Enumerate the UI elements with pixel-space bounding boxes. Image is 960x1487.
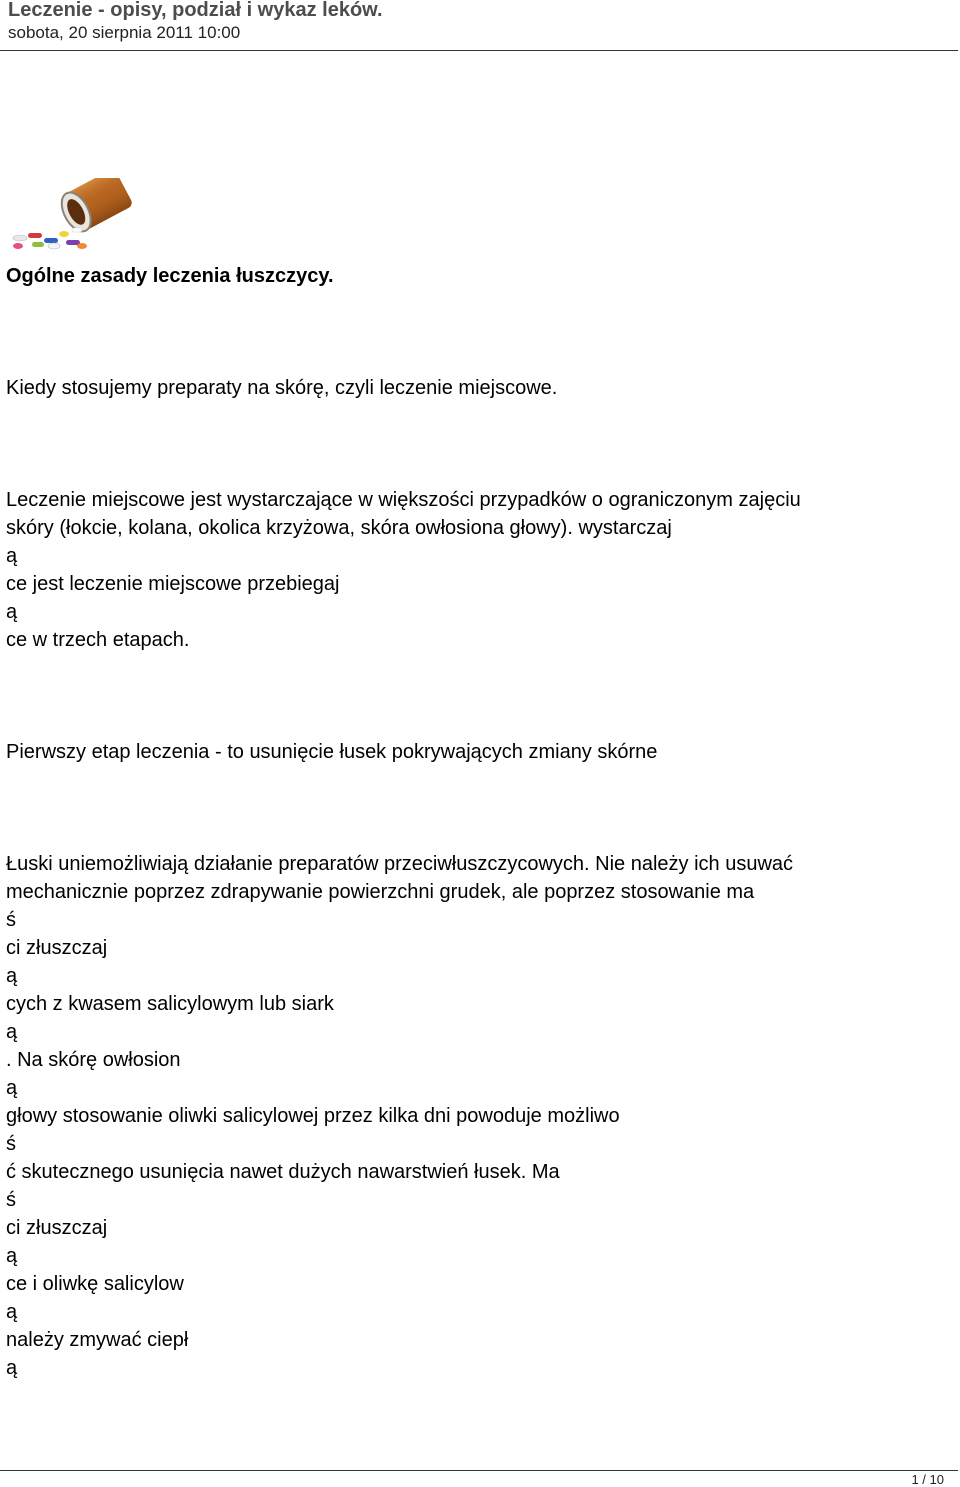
text-line: skóry (łokcie, kolana, okolica krzyżowa, skóra owłosiona głowy). wystarczaj bbox=[6, 517, 672, 539]
text-line: ce w trzech etapach. bbox=[6, 629, 190, 651]
text-line: ą bbox=[6, 1301, 18, 1323]
text-line: Łuski uniemożliwiają działanie preparatów przeciwłuszczycowych. Nie należy ich usuwać bbox=[6, 853, 794, 875]
text-line: ś bbox=[6, 1133, 16, 1155]
document-title: Leczenie - opisy, podział i wykaz leków. bbox=[8, 0, 383, 21]
footer-divider bbox=[0, 1470, 958, 1471]
text-line: ś bbox=[6, 909, 16, 931]
text-line: Leczenie miejscowe jest wystarczające w większości przypadków o ograniczonym zajęciu bbox=[6, 489, 801, 511]
text-line: ci złuszczaj bbox=[6, 937, 108, 959]
text-line: Kiedy stosujemy preparaty na skórę, czyli leczenie miejscowe. bbox=[6, 377, 558, 399]
text-line: ci złuszczaj bbox=[6, 1217, 108, 1239]
text-line: ś bbox=[6, 1189, 16, 1211]
document-date: sobota, 20 sierpnia 2011 10:00 bbox=[8, 23, 241, 42]
text-line: ce jest leczenie miejscowe przebiegaj bbox=[6, 573, 340, 595]
page-number: 1 / 10 bbox=[911, 1472, 944, 1487]
section-heading: Ogólne zasady leczenia łuszczycy. bbox=[6, 265, 334, 287]
text-line: ą bbox=[6, 1357, 18, 1379]
text-line: ć skutecznego usunięcia nawet dużych nawarstwień łusek. Ma bbox=[6, 1161, 560, 1183]
text-line: ą bbox=[6, 1245, 18, 1267]
text-line: ą bbox=[6, 965, 18, 987]
text-line: ą bbox=[6, 601, 18, 623]
text-line: cych z kwasem salicylowym lub siark bbox=[6, 993, 334, 1015]
text-line: głowy stosowanie oliwki salicylowej przez kilka dni powoduje możliwo bbox=[6, 1105, 620, 1127]
text-line: ce i oliwkę salicylow bbox=[6, 1273, 184, 1295]
text-line: . Na skórę owłosion bbox=[6, 1049, 181, 1071]
text-line: Pierwszy etap leczenia - to usunięcie łusek pokrywających zmiany skórne bbox=[6, 741, 658, 763]
pills-bottle-icon bbox=[10, 178, 138, 252]
text-line: należy zmywać ciepł bbox=[6, 1329, 189, 1351]
page-header bbox=[0, 0, 958, 51]
text-line: ą bbox=[6, 1077, 18, 1099]
text-line: mechanicznie poprzez zdrapywanie powierzchni grudek, ale poprzez stosowanie ma bbox=[6, 881, 755, 903]
text-line: ą bbox=[6, 1021, 18, 1043]
text-line: ą bbox=[6, 545, 18, 567]
